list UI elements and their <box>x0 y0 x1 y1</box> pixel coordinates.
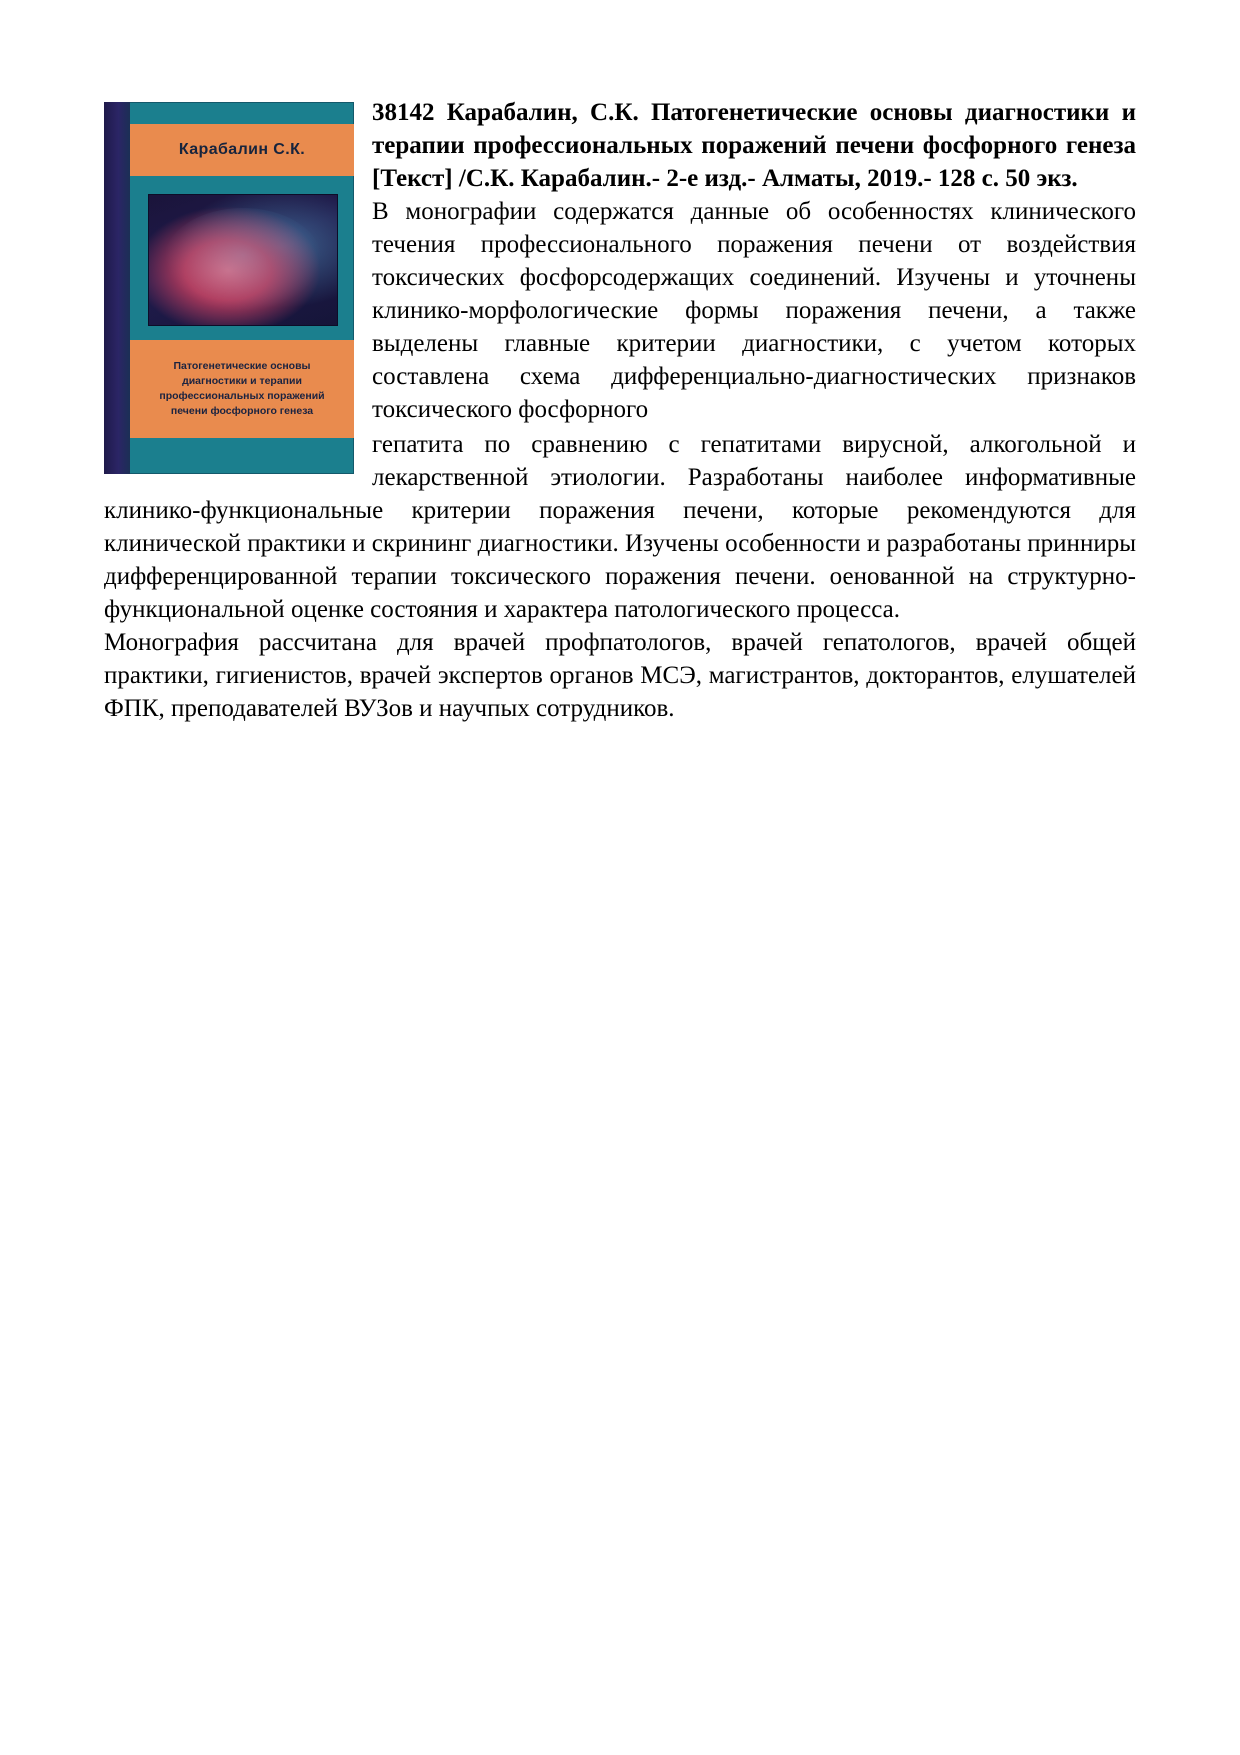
record-entry <box>104 96 1136 725</box>
cover-title-line-3: профессиональных поражений <box>159 390 325 402</box>
cover-title-band <box>130 340 354 438</box>
book-cover-image <box>104 102 354 474</box>
bibliographic-citation: 38142 Карабалин, С.К. Патогенетические основы диагностики и терапии профессиональных поражений печени фосфорного генеза [Текст] /С.К. Карабалин.- 2-е изд.- Алматы, 2019.- 128 с. 50 экз. <box>372 99 1136 192</box>
cover-title-line-1: Патогенетические основы <box>173 359 311 372</box>
cover-author: Карабалин С.К. <box>178 141 306 158</box>
cover-title-line-4: печени фосфорного генеза <box>170 405 314 418</box>
annotation-paragraph-2: гепатита по сравнению с гепатитами вирусной, алкогольной и лекарственной этиологии. Разработаны наиболее информативные клинико-функциональные критерии поражения печени, которые рекомендуются для клинической практики и скрининг диагностики. Изучены особенности и разработаны принниpы дифференцированной терапии токсического поражения печени. оенованной на структурно-функциональной оценке состояния и характера патологического процесса. <box>104 431 1136 623</box>
annotation-paragraph-1: В монографии содержатся данные об особенностях клинического течения профессионального поражения печени от воздействия токсических фосфорсодержащих соединений. Изучены и уточнены клинико-морфологические формы поражения печени, а также выделены главные критерии диагностики, с учетом которых составлена схема дифференциально-диагностических признаков токсического фосфорного <box>372 198 1136 423</box>
book-spine <box>104 102 130 474</box>
cover-author-band <box>130 124 354 176</box>
liver-illustration-icon <box>148 194 338 326</box>
cover-title-line-2: диагностики и терапии <box>182 374 302 387</box>
annotation-paragraph-3: Монография рассчитана для врачей профпатологов, врачей гепатологов, врачей общей практики, гигиенистов, врачей экспертов органов МСЭ, магистрантов, докторантов, елушателей ФПК, преподавателей ВУЗов и научпых сотрудников. <box>104 629 1136 722</box>
